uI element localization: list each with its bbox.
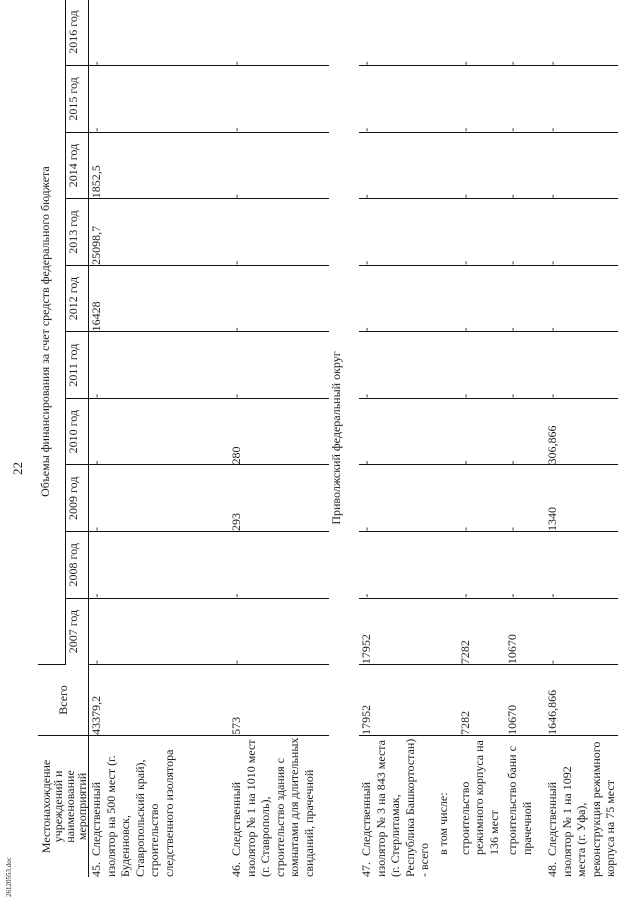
cell-value: - [454, 0, 502, 66]
table-row [501, 0, 541, 877]
row-name: строительство бани с прачечной [505, 746, 534, 855]
document-code: 26120553.doc [5, 857, 13, 897]
cell-value: - [454, 465, 502, 532]
header-total: Всего [38, 665, 89, 736]
cell-value: 1852,5 [89, 132, 230, 199]
header-year: 2013 год [65, 199, 88, 266]
cell-value: - [229, 598, 329, 665]
cell-value: 1340 [541, 465, 618, 532]
cell-value: - [501, 532, 541, 599]
header-year: 2014 год [65, 132, 88, 199]
cell-value: - [229, 0, 329, 66]
cell-value: - [229, 132, 329, 199]
cell-value: - [89, 465, 230, 532]
row-total: 10670 [501, 665, 541, 736]
cell-value: - [359, 66, 432, 133]
cell-value: - [541, 265, 618, 332]
cell-value: - [89, 398, 230, 465]
table-row [89, 0, 230, 877]
cell-value: - [454, 398, 502, 465]
table-row [454, 0, 502, 877]
cell-value: - [454, 265, 502, 332]
page-number: 22 [10, 462, 25, 475]
cell-value: - [359, 465, 432, 532]
cell-value: 16428 [89, 265, 230, 332]
table-row [541, 0, 618, 877]
cell-value: 306,866 [541, 398, 618, 465]
cell-value: - [359, 532, 432, 599]
header-location: Местонахождение учреждений и наименование мероприятий [38, 735, 89, 877]
cell-value: - [541, 0, 618, 66]
cell-value: - [454, 132, 502, 199]
row-name: строительство режимного корпуса на 136 мест [457, 740, 501, 855]
cell-value: - [89, 0, 230, 66]
row-total [432, 665, 454, 736]
cell-value: - [501, 66, 541, 133]
cell-value: - [541, 199, 618, 266]
cell-value: 17952 [359, 598, 432, 665]
cell-value: - [229, 66, 329, 133]
cell-value: 280 [229, 398, 329, 465]
cell-value: - [501, 332, 541, 399]
cell-value: - [229, 332, 329, 399]
cell-value: - [229, 265, 329, 332]
cell-value: - [454, 532, 502, 599]
header-year: 2016 год [65, 0, 88, 66]
cell-value: - [541, 66, 618, 133]
cell-value: - [359, 0, 432, 66]
region-row [329, 0, 359, 877]
cell-value: 25098,7 [89, 199, 230, 266]
cell-value: - [501, 0, 541, 66]
header-year: 2007 год [65, 598, 88, 665]
cell-value: - [541, 332, 618, 399]
row-total: 573 [229, 665, 329, 736]
table-row [229, 0, 329, 877]
row-total: 17952 [359, 665, 432, 736]
row-total: 7282 [454, 665, 502, 736]
cell-value: - [229, 199, 329, 266]
funding-table [38, 0, 618, 877]
cell-value: - [501, 132, 541, 199]
cell-value: - [89, 532, 230, 599]
cell-value: - [89, 332, 230, 399]
region-label: Приволжский федеральный округ [329, 351, 343, 525]
cell-value: - [359, 132, 432, 199]
cell-value: - [501, 465, 541, 532]
cell-value: - [359, 332, 432, 399]
cell-value: - [541, 598, 618, 665]
header-year: 2010 год [65, 398, 88, 465]
row-name: в том числе: [435, 792, 450, 855]
cell-value: - [541, 132, 618, 199]
cell-value: - [501, 398, 541, 465]
cell-value: - [359, 398, 432, 465]
row-name: 45. Следственный изолятор на 500 мест (г. Буденновск, Ставропольский край), строительство следственного изолятора [89, 749, 176, 877]
cell-value: 7282 [454, 598, 502, 665]
cell-value: - [454, 332, 502, 399]
header-year: 2008 год [65, 532, 88, 599]
cell-value: 10670 [501, 598, 541, 665]
cell-value: - [454, 199, 502, 266]
row-name: 46. Следственный изолятор № 1 на 1010 мест (г. Ставрополь), строительство здания с комнатами для длительных свиданий, прачечной [229, 737, 316, 877]
cell-value: - [501, 199, 541, 266]
cell-value: - [454, 66, 502, 133]
cell-value: - [89, 66, 230, 133]
cell-value: - [541, 532, 618, 599]
header-year: 2015 год [65, 66, 88, 133]
row-name: 48. Следственный изолятор № 1 на 1092 места (г. Уфа), реконструкция режимного корпуса на 75 мест [545, 741, 617, 877]
cell-value: - [89, 598, 230, 665]
row-total: 43379,2 [89, 665, 230, 736]
header-year: 2009 год [65, 465, 88, 532]
table-row [359, 0, 432, 877]
cell-value: 293 [229, 465, 329, 532]
cell-value: - [229, 532, 329, 599]
cell-value: - [359, 199, 432, 266]
header-year: 2012 год [65, 265, 88, 332]
header-funding: Объемы финансирования за счет средств федерального бюджета [38, 0, 65, 665]
header-year: 2011 год [65, 332, 88, 399]
cell-value: - [501, 265, 541, 332]
table-row [432, 0, 454, 877]
cell-value: - [359, 265, 432, 332]
row-name: 47. Следственный изолятор № 3 на 843 места (г. Стерлитамак, Республика Башкортостан) - всего [359, 738, 431, 877]
row-total: 1646,866 [541, 665, 618, 736]
